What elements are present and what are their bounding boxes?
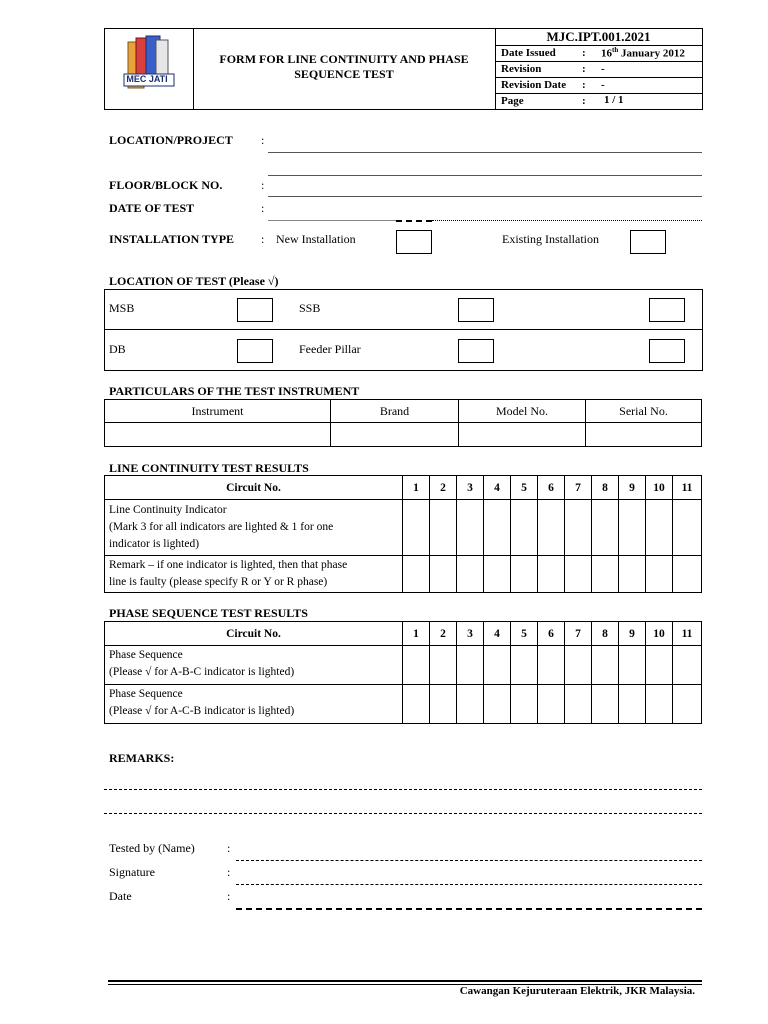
result-cell[interactable] [565,646,592,685]
signature-label: Signature [109,865,155,879]
phase-abc-label: Phase Sequence (Please √ for A-B-C indicator is lighted) [105,646,403,685]
result-cell[interactable] [619,646,646,685]
circuit-header: 11 [673,622,702,646]
meta-sep: : [582,95,586,107]
meta-label-revision: Revision [501,63,542,75]
date-label: DATE OF TEST [109,201,195,215]
existing-installation-label: Existing Installation [502,232,599,246]
tested-by-label: Tested by (Name) [109,841,195,855]
date-signoff-line[interactable] [236,908,702,910]
result-cell[interactable] [403,556,430,593]
circuit-header: 3 [457,622,484,646]
result-cell[interactable] [538,556,565,593]
result-cell[interactable] [511,646,538,685]
logo-text: MEC JATI [126,74,168,84]
meta-value-revision: - [601,63,605,75]
result-cell[interactable] [538,500,565,556]
feeder-pillar-label: Feeder Pillar [299,342,361,356]
phase-table [104,621,702,724]
meta-sep: : [582,63,586,75]
circuit-no-header: Circuit No. [105,476,403,500]
meta-label-revision-date: Revision Date [501,79,567,91]
circuit-header: 2 [430,476,457,500]
circuit-header: 7 [565,476,592,500]
col-brand: Brand [331,400,459,423]
meta-value-date-issued: 16th January 2012 [601,46,685,60]
colon: : [227,865,231,879]
db-label: DB [109,342,126,356]
date-input-line-b[interactable] [432,220,702,221]
ssb-checkbox[interactable] [458,298,494,322]
floor-input-line[interactable] [268,196,702,197]
meta-sep: : [582,79,586,91]
result-cell[interactable] [592,685,619,724]
result-cell[interactable] [673,500,702,556]
result-cell[interactable] [538,646,565,685]
floor-label: FLOOR/BLOCK NO. [109,178,223,192]
circuit-header: 8 [592,476,619,500]
circuit-no-header: Circuit No. [105,622,403,646]
footer-text: Cawangan Kejuruteraan Elektrik, JKR Malaysia. [459,985,695,997]
continuity-heading: LINE CONTINUITY TEST RESULTS [109,461,309,475]
result-cell[interactable] [538,685,565,724]
meta-label-page: Page [501,95,524,107]
circuit-header: 1 [403,476,430,500]
date-input-line-a[interactable] [396,220,432,222]
circuit-header: 4 [484,622,511,646]
col-serial: Serial No. [586,400,702,423]
result-cell[interactable] [457,500,484,556]
circuit-header: 4 [484,476,511,500]
location-input-line[interactable] [268,152,702,153]
logo-graphic-icon [118,34,184,102]
phase-heading: PHASE SEQUENCE TEST RESULTS [109,606,308,620]
circuit-header: 10 [646,622,673,646]
location-input-line-2[interactable] [268,175,702,176]
circuit-header: 10 [646,476,673,500]
other-checkbox-1[interactable] [649,298,685,322]
colon: : [227,889,231,903]
circuit-header: 6 [538,476,565,500]
result-cell[interactable] [673,685,702,724]
db-checkbox[interactable] [237,339,273,363]
circuit-header: 8 [592,622,619,646]
instrument-cell[interactable] [105,423,331,447]
location-of-test-heading: LOCATION OF TEST (Please √) [109,274,279,288]
colon: : [261,201,265,215]
ssb-label: SSB [299,301,321,315]
meta-label-date-issued: Date Issued [501,47,556,59]
result-cell[interactable] [484,500,511,556]
result-cell[interactable] [592,646,619,685]
date-input-line[interactable] [268,220,396,221]
brand-cell[interactable] [331,423,459,447]
circuit-header: 5 [511,476,538,500]
result-cell[interactable] [646,556,673,593]
result-cell[interactable] [646,685,673,724]
result-cell[interactable] [403,500,430,556]
result-cell[interactable] [511,556,538,593]
result-cell[interactable] [457,646,484,685]
circuit-header: 5 [511,622,538,646]
feeder-pillar-checkbox[interactable] [458,339,494,363]
meta-sep: : [582,47,586,59]
result-cell[interactable] [430,500,457,556]
result-cell[interactable] [646,500,673,556]
result-cell[interactable] [619,500,646,556]
circuit-header: 1 [403,622,430,646]
result-cell[interactable] [619,685,646,724]
result-cell[interactable] [430,646,457,685]
form-title: FORM FOR LINE CONTINUITY AND PHASE SEQUENCE TEST [219,52,469,81]
circuit-header: 11 [673,476,702,500]
location-label: LOCATION/PROJECT [109,133,233,147]
instrument-table [104,399,702,447]
result-cell[interactable] [511,500,538,556]
colon: : [261,232,265,246]
date-signoff-label: Date [109,889,132,903]
new-installation-checkbox[interactable] [396,230,432,254]
result-cell[interactable] [619,556,646,593]
result-cell[interactable] [511,685,538,724]
other-checkbox-2[interactable] [649,339,685,363]
remarks-line-1[interactable] [104,789,702,790]
logo [118,34,184,102]
remarks-line-2[interactable] [104,813,702,814]
result-cell[interactable] [484,685,511,724]
circuit-header: 9 [619,476,646,500]
result-cell[interactable] [592,500,619,556]
circuit-header: 6 [538,622,565,646]
serial-cell[interactable] [586,423,702,447]
result-cell[interactable] [430,685,457,724]
meta-value-revision-date: - [601,79,605,91]
colon: : [227,841,231,855]
result-cell[interactable] [457,556,484,593]
result-cell[interactable] [403,646,430,685]
continuity-indicator-label: Line Continuity Indicator (Mark 3 for all indicators are lighted & 1 for one indicator is lighted) [105,500,403,556]
tested-by-line[interactable] [236,860,702,861]
circuit-header: 7 [565,622,592,646]
footer-rule [108,980,702,982]
result-cell[interactable] [430,556,457,593]
result-cell[interactable] [457,685,484,724]
result-cell[interactable] [592,556,619,593]
remarks-label: REMARKS: [109,751,175,765]
result-cell[interactable] [403,685,430,724]
existing-installation-checkbox[interactable] [630,230,666,254]
result-cell[interactable] [484,556,511,593]
msb-checkbox[interactable] [237,298,273,322]
meta-value-page: 1 / 1 [604,94,624,106]
circuit-header: 3 [457,476,484,500]
col-instrument: Instrument [105,400,331,423]
location-of-test-box [104,289,703,371]
circuit-header: 9 [619,622,646,646]
continuity-table [104,475,702,593]
instrument-heading: PARTICULARS OF THE TEST INSTRUMENT [109,384,360,398]
header-divider-1 [193,28,194,109]
col-model: Model No. [459,400,586,423]
continuity-remark-label: Remark – if one indicator is lighted, then that phase line is faulty (please specify R or Y or R phase) [105,556,403,593]
result-cell[interactable] [673,646,702,685]
signature-line[interactable] [236,884,702,885]
colon: : [261,133,265,147]
result-cell[interactable] [565,556,592,593]
result-cell[interactable] [565,685,592,724]
result-cell[interactable] [646,646,673,685]
new-installation-label: New Installation [276,232,356,246]
msb-label: MSB [109,301,135,315]
phase-acb-label: Phase Sequence (Please √ for A-C-B indicator is lighted) [105,685,403,724]
installation-label: INSTALLATION TYPE [109,232,235,246]
doc-code: MJC.IPT.001.2021 [546,29,651,44]
colon: : [261,178,265,192]
result-cell[interactable] [484,646,511,685]
circuit-header: 2 [430,622,457,646]
result-cell[interactable] [673,556,702,593]
result-cell[interactable] [565,500,592,556]
model-cell[interactable] [459,423,586,447]
